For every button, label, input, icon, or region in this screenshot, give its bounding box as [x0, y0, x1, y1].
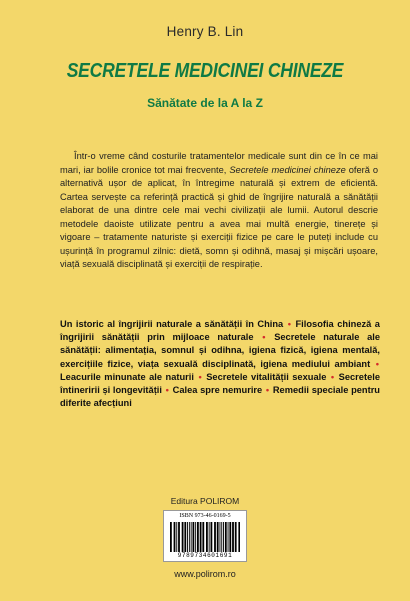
bullet-dot-icon: • [265, 385, 270, 396]
bullet-dot-icon: • [165, 385, 169, 396]
topic-item: Remedii speciale pentru diferite afecțiuni [60, 385, 380, 409]
bullet-dot-icon: • [198, 371, 202, 382]
intro-title-emphasis: Secretele medicinei chineze [229, 164, 346, 175]
publisher-website: www.polirom.ro [174, 569, 236, 579]
topic-item: Secretele naturale ale sănătății: alimentația, somnul și odihna, igiena fizică, igiena mentală, exercițiile fizice, viața sexuală disciplinată, igiena mediului ambiant [60, 332, 381, 369]
barcode-box [163, 510, 247, 562]
book-subtitle: Sănătate de la A la Z [147, 96, 263, 110]
author-name: Henry B. Lin [166, 24, 244, 39]
topic-item: Un istoric al îngrijirii naturale a sănătății în China [60, 319, 284, 329]
isbn-label: ISBN 973-46-0169-5 [179, 513, 231, 519]
barcode-number: 9789734601691 [177, 552, 233, 559]
bullet-dot-icon: • [262, 332, 266, 343]
publisher-name: Editura POLIROM [170, 496, 240, 506]
topics-list [60, 318, 380, 410]
intro-text-part2: oferă o alternativă ușor de aplicat, în întregime naturală și extrem de eficientă. Cartea servește ca referință practică și ghid de îngrijire naturală a sănătății elaborat de una dintre cele mai vechi civilizații ale lumii. Autorul descrie metodele daoiste utilizate pentru a avea mai multă energie, tinerețe și vigoare – tratamente naturiste și exerciții fizice pe care le puteți include cu ușurință în programul zilnic: dietă, somn și odihnă, masaj și mișcări ușoare, viață sexuală disciplinată și exerciții de respirație. [60, 164, 379, 269]
topic-item: Leacurile minunate ale naturii [60, 371, 194, 382]
topic-item: Calea spre nemurire [172, 385, 263, 396]
bullet-dot-icon: • [287, 319, 291, 329]
barcode-icon [170, 522, 240, 552]
intro-text-part1: Într-o vreme când costurile tratamentelor medicale sunt din ce în ce mai mari, iar bolile cronice tot mai frecvente, [60, 151, 378, 175]
bullet-dot-icon: • [330, 371, 335, 382]
topic-item: Secretele vitalității sexuale [206, 371, 327, 382]
topic-item: Secretele întineririi și longevității [60, 371, 380, 396]
intro-paragraph [60, 150, 378, 272]
topic-item: Filosofia chineză a îngrijirii sănătății prin mijloace naturale [60, 319, 380, 343]
bullet-dot-icon: • [375, 358, 379, 369]
book-title: SECRETELE MEDICINEI CHINEZE [66, 58, 344, 82]
